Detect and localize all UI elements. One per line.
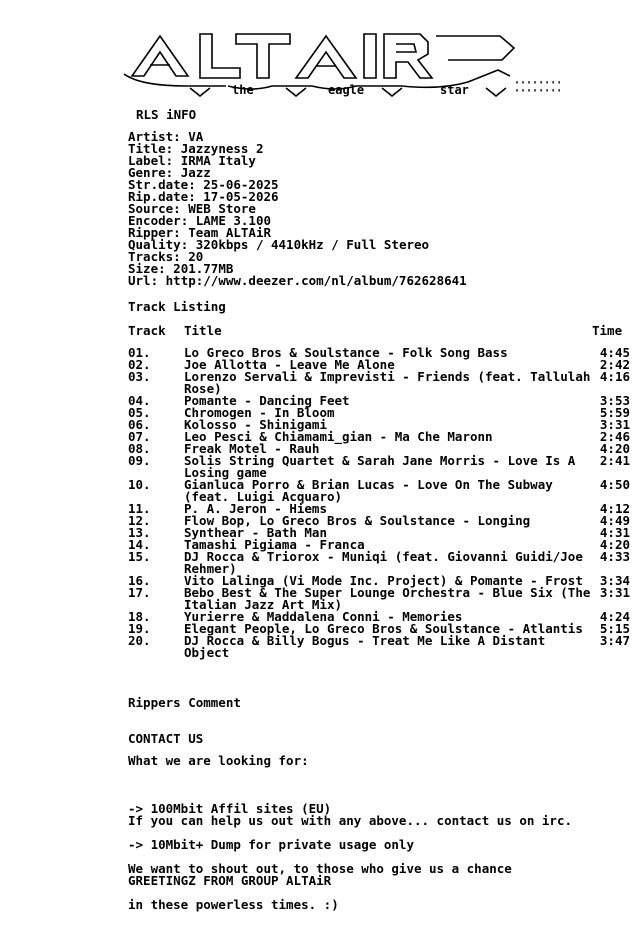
track-time: 4:16: [599, 369, 630, 384]
track-time: 4:12: [599, 501, 630, 516]
info-row: Encoder: LAME 3.100: [128, 213, 272, 228]
info-row: Rip.date: 17-05-2026: [128, 189, 279, 204]
track-row: [128, 587, 638, 611]
track-time: 3:31: [599, 417, 630, 432]
col-title-header: Title: [184, 323, 222, 338]
info-row: Url: http://www.deezer.com/nl/album/762628641: [128, 273, 467, 288]
track-time: 2:41: [599, 453, 630, 468]
track-title: Leo Pesci & Chiamami_gian - Ma Che Maronn: [184, 429, 493, 444]
info-row: Genre: Jazz: [128, 165, 211, 180]
track-row: [128, 371, 638, 395]
track-title: Yurierre & Maddalena Conni - Memories: [184, 609, 463, 624]
track-title: Chromogen - In Bloom: [184, 405, 335, 420]
track-number: 15.: [128, 549, 151, 564]
track-title: Flow Bop, Lo Greco Bros & Soulstance - Longing: [184, 513, 531, 528]
info-row: Source: WEB Store: [128, 201, 256, 216]
track-time: 2:46: [599, 429, 630, 444]
track-time: 2:42: [599, 357, 630, 372]
logo-word-star: star: [440, 83, 469, 97]
track-list: [128, 347, 638, 659]
track-title: Solis String Quartet & Sarah Jane Morris - Love Is A Losing game: [184, 453, 576, 480]
track-time: 4:31: [599, 525, 630, 540]
track-listing-heading: Track Listing: [128, 299, 226, 314]
track-time: 4:24: [599, 609, 630, 624]
info-row: Tracks: 20: [128, 249, 204, 264]
greetings-text: GREETINGZ FROM GROUP ALTAiR: [128, 873, 332, 888]
info-row: Artist: VA: [128, 129, 204, 144]
contact-heading: CONTACT US: [128, 731, 204, 746]
track-title: Gianluca Porro & Brian Lucas - Love On The Subway (feat. Luigi Acquaro): [184, 477, 553, 504]
track-title: DJ Rocca & Billy Bogus - Treat Me Like A Distant Object: [184, 633, 546, 660]
help-text: If you can help us out with any above... contact us on irc.: [128, 813, 573, 828]
track-time: 4:33: [599, 549, 630, 564]
track-title: Joe Allotta - Leave Me Alone: [184, 357, 395, 372]
track-number: 02.: [128, 357, 151, 372]
track-time: 4:50: [599, 477, 630, 492]
track-title: Lorenzo Servali & Imprevisti - Friends (feat. Tallulah Rose): [184, 369, 591, 396]
track-number: 17.: [128, 585, 151, 600]
shout-line: We want to shout out, to those who give us a chance: [128, 861, 512, 876]
track-number: 20.: [128, 633, 151, 648]
info-row: Str.date: 25-06-2025: [128, 177, 279, 192]
track-title: Tamashi Pigiama - Franca: [184, 537, 365, 552]
track-number: 18.: [128, 609, 151, 624]
altair-ascii-logo: [0, 30, 640, 102]
track-title: Kolosso - Shinigami: [184, 417, 327, 432]
track-number: 19.: [128, 621, 151, 636]
want-item: -> 10Mbit+ Dump for private usage only: [128, 837, 414, 852]
shout-line: in these powerless times. :): [128, 897, 339, 912]
info-row: Quality: 320kbps / 4410kHz / Full Stereo: [128, 237, 430, 252]
track-time: 3:53: [599, 393, 630, 408]
track-number: 03.: [128, 369, 151, 384]
track-time: 5:59: [599, 405, 630, 420]
track-title: Synthear - Bath Man: [184, 525, 327, 540]
track-number: 13.: [128, 525, 151, 540]
info-row: Size: 201.77MB: [128, 261, 234, 276]
logo-word-eagle: eagle: [328, 83, 365, 97]
track-number: 11.: [128, 501, 151, 516]
track-number: 16.: [128, 573, 151, 588]
track-time: 3:47: [599, 633, 630, 648]
track-number: 12.: [128, 513, 151, 528]
col-track-header: Track: [128, 323, 166, 338]
track-title: P. A. Jeron - Hiems: [184, 501, 327, 516]
col-time-header: Time: [592, 323, 623, 338]
looking-for-text: What we are looking for:: [128, 753, 309, 768]
track-title: Pomante - Dancing Feet: [184, 393, 350, 408]
track-number: 09.: [128, 453, 151, 468]
track-title: Elegant People, Lo Greco Bros & Soulstance - Atlantis: [184, 621, 583, 636]
track-number: 04.: [128, 393, 151, 408]
info-row: Label: IRMA Italy: [128, 153, 256, 168]
svg-text:'''''''': '''''''': [514, 88, 563, 99]
track-row: [128, 455, 638, 479]
release-info: [128, 131, 467, 287]
track-time: 3:31: [599, 585, 630, 600]
track-row: [128, 551, 638, 575]
track-number: 10.: [128, 477, 151, 492]
logo-art: [0, 30, 640, 102]
track-title: Bebo Best & The Super Lounge Orchestra - Blue Six (The Italian Jazz Art Mix): [184, 585, 591, 612]
track-time: 3:34: [599, 573, 630, 588]
rippers-comment-heading: Rippers Comment: [128, 695, 241, 710]
track-title: Freak Motel - Rauh: [184, 441, 320, 456]
info-row: Title: Jazzyness 2: [128, 141, 264, 156]
track-time: 4:20: [599, 441, 630, 456]
track-number: 06.: [128, 417, 151, 432]
logo-word-the: the: [232, 83, 254, 97]
track-time: 4:20: [599, 537, 630, 552]
track-time: 4:45: [599, 345, 630, 360]
track-row: [128, 635, 638, 659]
svg-text:'''''''': '''''''': [514, 80, 563, 91]
track-time: 4:49: [599, 513, 630, 528]
track-number: 05.: [128, 405, 151, 420]
track-row: [128, 479, 638, 503]
rls-info-heading: RLS iNFO: [136, 107, 197, 122]
track-title: Lo Greco Bros & Soulstance - Folk Song Bass: [184, 345, 508, 360]
track-title: Vito Lalinga (Vi Mode Inc. Project) & Pomante - Frost: [184, 573, 583, 588]
want-item: -> 100Mbit Affil sites (EU): [128, 801, 332, 816]
info-row: Ripper: Team ALTAiR: [128, 225, 272, 240]
track-title: DJ Rocca & Triorox - Muniqi (feat. Giovanni Guidi/Joe Rehmer): [184, 549, 583, 576]
track-number: 07.: [128, 429, 151, 444]
track-number: 08.: [128, 441, 151, 456]
track-number: 01.: [128, 345, 151, 360]
track-time: 5:15: [599, 621, 630, 636]
track-number: 14.: [128, 537, 151, 552]
